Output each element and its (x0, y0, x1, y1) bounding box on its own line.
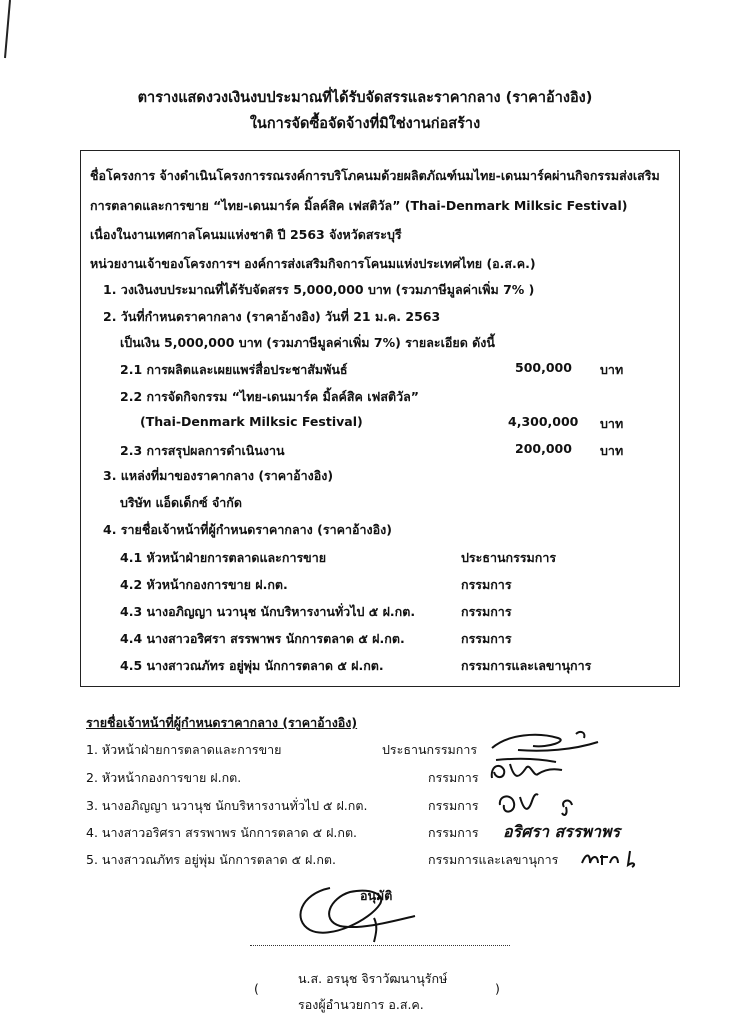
signer-role: กรรมการ (428, 798, 479, 813)
sub-item-amount: 500,000 (515, 360, 572, 375)
committee-role: กรรมการและเลขานุการ (461, 658, 592, 673)
signer-role: ประธานกรรมการ (382, 742, 478, 757)
signature-member2-handwritten (486, 756, 566, 786)
sub-item-unit: บาท (600, 362, 624, 377)
approver-name: น.ส. อรนุช จิราวัฒนานุรักษ์ (298, 971, 448, 986)
committee-role: กรรมการ (461, 631, 512, 646)
item2-amount: เป็นเงิน 5,000,000 บาท (รวมภาษีมูลค่าเพิ่ม 7%) รายละเอียด ดังนี้ (120, 335, 495, 350)
committee-member: 4.1 หัวหน้าฝ่ายการตลาดและการขาย (120, 550, 327, 565)
signer-name: 1. หัวหน้าฝ่ายการตลาดและการขาย (86, 742, 282, 757)
item1-budget: 1. วงเงินงบประมาณที่ได้รับจัดสรร 5,000,000 บาท (รวมภาษีมูลค่าเพิ่ม 7% ) (103, 282, 535, 297)
signer-role: กรรมการและเลขานุการ (428, 852, 559, 867)
project-name-line2: การตลาดและการขาย “ไทย-เดนมาร์ค มิ้ลค์สิค เฟสติวัล” (Thai-Denmark Milksic Festival) (90, 198, 628, 213)
document-title-line2: ในการจัดซื้อจัดจ้างที่มิใช่งานก่อสร้าง (249, 116, 481, 132)
signer-name: 5. นางสาวณภัทร อยู่พุ่ม นักการตลาด ๕ ฝ.กต. (86, 852, 336, 867)
approver-title: รองผู้อำนวยการ อ.ส.ค. (298, 997, 424, 1012)
sub-item-amount: 200,000 (515, 441, 572, 456)
project-name-line1: ชื่อโครงการ จ้างดำเนินโครงการรณรงค์การบริโภคนมด้วยผลิตภัณฑ์นมไทย-เดนมาร์คผ่านกิจกรรมส่งเสริม (90, 168, 660, 183)
committee-member: 4.2 หัวหน้ากองการขาย ฝ.กต. (120, 577, 288, 592)
item3-source: 3. แหล่งที่มาของราคากลาง (ราคาอ้างอิง) (103, 468, 334, 483)
signature-secretary-handwritten (578, 845, 638, 871)
signer-role: กรรมการ (428, 770, 479, 785)
approval-paren-close: ) (495, 981, 500, 996)
signature-member4-handwritten: อริศรา สรรพาพร (503, 822, 621, 841)
committee-role: กรรมการ (461, 577, 512, 592)
document-title-line1: ตารางแสดงวงเงินงบประมาณที่ได้รับจัดสรรและราคากลาง (ราคาอ้างอิง) (137, 90, 593, 106)
sub-item-label: 2.2 การจัดกิจกรรม “ไทย-เดนมาร์ค มิ้ลค์สิค เฟสติวัล” (120, 389, 419, 404)
committee-member: 4.4 นางสาวอริศรา สรรพาพร นักการตลาด ๕ ฝ.กต. (120, 631, 405, 646)
signer-name: 4. นางสาวอริศรา สรรพาพร นักการตลาด ๕ ฝ.กต. (86, 825, 358, 840)
item4-heading: 4. รายชื่อเจ้าหน้าที่ผู้กำหนดราคากลาง (ราคาอ้างอิง) (103, 522, 392, 537)
signature-member3-handwritten (494, 787, 579, 821)
committee-member: 4.3 นางอภิญญา นวานุช นักบริหารงานทั่วไป ๕ ฝ.กต. (120, 604, 416, 619)
signers-heading: รายชื่อเจ้าหน้าที่ผู้กำหนดราคากลาง (ราคาอ้างอิง) (86, 715, 358, 730)
sub-item-amount: 4,300,000 (508, 414, 579, 429)
approval-signature-line (250, 945, 510, 946)
committee-role: กรรมการ (461, 604, 512, 619)
committee-role: ประธานกรรมการ (461, 550, 557, 565)
sub-item-label: 2.1 การผลิตและเผยแพร่สื่อประชาสัมพันธ์ (120, 362, 348, 377)
project-name-line3: เนื่องในงานเทศกาลโคนมแห่งชาติ ปี 2563 จังหวัดสระบุรี (90, 227, 402, 242)
item2-date: 2. วันที่กำหนดราคากลาง (ราคาอ้างอิง) วันที่ 21 ม.ค. 2563 (103, 309, 441, 324)
sub-item-label-cont: (Thai-Denmark Milksic Festival) (140, 414, 363, 429)
sub-item-unit: บาท (600, 416, 624, 431)
committee-member: 4.5 นางสาวณภัทร อยู่พุ่ม นักการตลาด ๕ ฝ.กต. (120, 658, 384, 673)
signer-role: กรรมการ (428, 825, 479, 840)
approval-label: อนุมัติ (360, 888, 393, 903)
project-owner-line: หน่วยงานเจ้าของโครงการฯ องค์การส่งเสริมกิจการโคนมแห่งประเทศไทย (อ.ส.ค.) (90, 256, 536, 271)
approval-signature-handwritten (290, 880, 420, 944)
signer-name: 3. นางอภิญญา นวานุช นักบริหารงานทั่วไป ๕ ฝ.กต. (86, 798, 368, 813)
item3-company: บริษัท แอ็ดเด็กซ์ จำกัด (120, 495, 242, 510)
signer-name: 2. หัวหน้ากองการขาย ฝ.กต. (86, 770, 242, 785)
sub-item-label: 2.3 การสรุปผลการดำเนินงาน (120, 443, 285, 458)
scan-edge-mark (2, 0, 12, 60)
approval-paren-open: ( (254, 981, 259, 996)
sub-item-unit: บาท (600, 443, 624, 458)
signature-chairman-handwritten (488, 728, 603, 758)
